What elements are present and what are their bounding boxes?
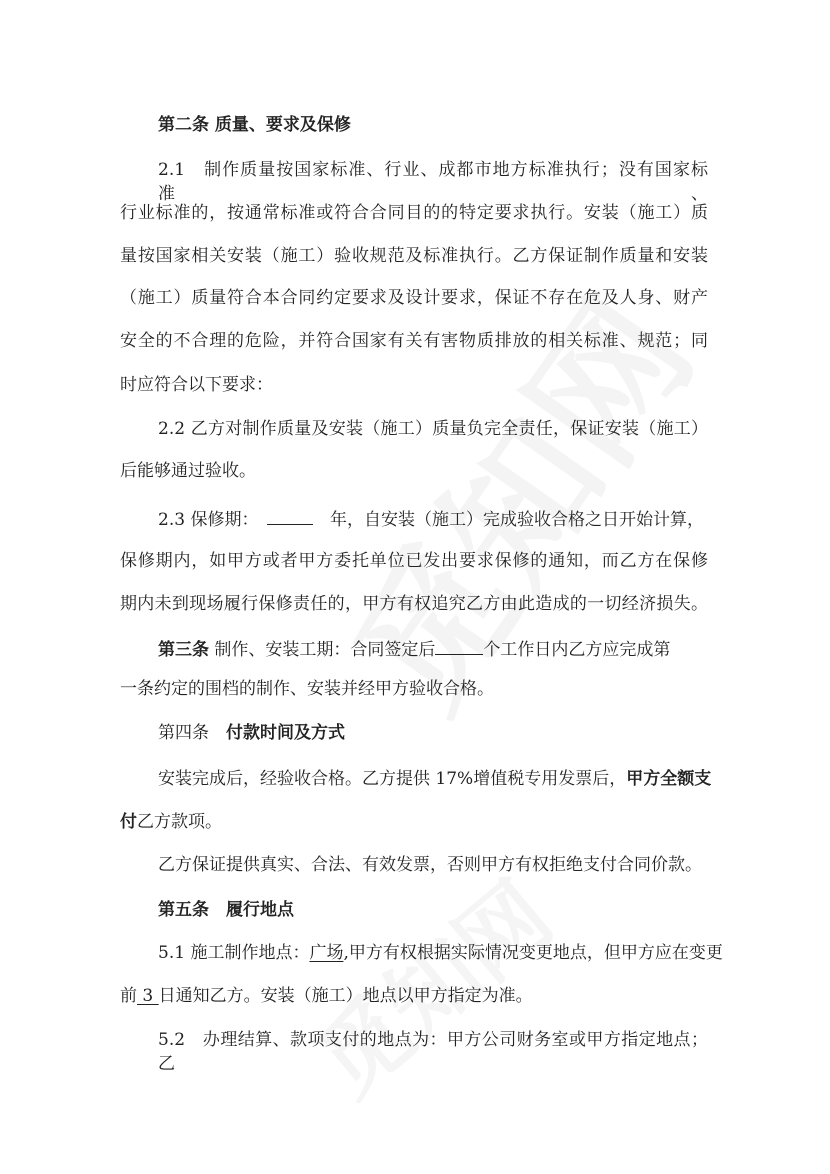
paragraph-line <box>120 592 708 616</box>
text-run: 行业标准的，按通常标准或符合合同目的的特定要求执行。安装（施工）质 <box>120 203 708 223</box>
paragraph-line <box>158 941 723 965</box>
paragraph-line <box>158 506 704 532</box>
text-run: 安装完成后，经验收合格。乙方提供 17%增值税专用发票后， <box>158 769 627 789</box>
paragraph-line <box>120 810 222 834</box>
text-run: 2.3 保修期： <box>158 510 267 530</box>
text-run: 安全的不合理的危险，并符合国家有关有害物质排放的相关标准、规范；同 <box>120 331 708 351</box>
paragraph-line <box>158 898 294 922</box>
paragraph-line <box>158 636 670 662</box>
paragraph-line <box>158 767 711 791</box>
text-run: 制作、安装工期：合同签定后 <box>209 640 436 660</box>
text-run: 个工作日内乙方应完成第 <box>483 640 671 660</box>
text-run: 前 <box>120 986 137 1006</box>
text-run: 时应符合以下要求： <box>120 375 273 395</box>
text-run: 乙方款项。 <box>137 812 222 832</box>
text-run: 一条约定的围档的制作、安装并经甲方验收合格。 <box>120 679 494 699</box>
paragraph-line <box>120 286 708 310</box>
text-run: ,甲方有权根据实际情况变更地点，但甲方应在变更 <box>343 943 723 963</box>
text-run: 2.1 制作质量按国家标准、行业、成都市地方标准执行；没有国家标准、 <box>158 160 708 204</box>
paragraph-line <box>120 677 494 701</box>
bold-text: 付款时间及方式 <box>226 723 345 743</box>
text-run: 2.2 乙方对制作质量及安装（施工）质量负完全责任，保证安装（施工） <box>158 419 708 439</box>
paragraph-line <box>120 459 256 483</box>
text-run: 年，自安装（施工）完成验收合格之日开始计算， <box>312 510 704 530</box>
paragraph-line <box>158 113 351 137</box>
paragraph-line <box>120 201 708 225</box>
text-run: 乙方保证提供真实、合法、有效发票，否则甲方有权拒绝支付合同价款。 <box>158 855 702 875</box>
paragraph-line <box>120 984 533 1008</box>
bold-text: 第五条 履行地点 <box>158 900 294 920</box>
text-run: 日通知乙方。安装（施工）地点以甲方指定为准。 <box>158 986 533 1006</box>
text-run: 期内未到现场履行保修责任的，甲方有权追究乙方由此造成的一切经济损失。 <box>120 594 708 614</box>
text-run: 保修期内，如甲方或者甲方委托单位已发出要求保修的通知，而乙方在保修 <box>120 551 708 571</box>
paragraph-line <box>120 329 708 353</box>
underlined-text: 3 <box>137 986 159 1006</box>
paragraph-line <box>158 721 345 745</box>
text-run: 量按国家相关安装（施工）验收规范及标准执行。乙方保证制作质量和安装 <box>120 246 708 266</box>
paragraph-line <box>158 1028 708 1076</box>
paragraph-line <box>120 373 273 397</box>
bold-text: 付 <box>120 812 137 832</box>
bold-text: 第三条 <box>158 640 209 660</box>
bold-text: 甲方全额支 <box>626 769 712 789</box>
text-run: 5.2 办理结算、款项支付的地点为：甲方公司财务室或甲方指定地点；乙 <box>158 1030 708 1074</box>
fill-in-blank <box>435 636 483 655</box>
paragraph-line <box>158 853 702 877</box>
paragraph-line <box>120 549 708 573</box>
text-run: （施工）质量符合本合同约定要求及设计要求，保证不存在危及人身、财产 <box>120 288 708 308</box>
text-run: 5.1 施工制作地点： <box>158 943 310 963</box>
paragraph-line <box>120 244 708 268</box>
paragraph-line <box>158 417 708 441</box>
underlined-text: 广场 <box>309 943 344 963</box>
text-run: 后能够通过验收。 <box>120 461 256 481</box>
fill-in-blank <box>267 506 313 525</box>
text-run: 第四条 <box>158 723 226 743</box>
bold-text: 第二条 质量、要求及保修 <box>158 115 351 135</box>
paragraph-line <box>158 158 708 206</box>
